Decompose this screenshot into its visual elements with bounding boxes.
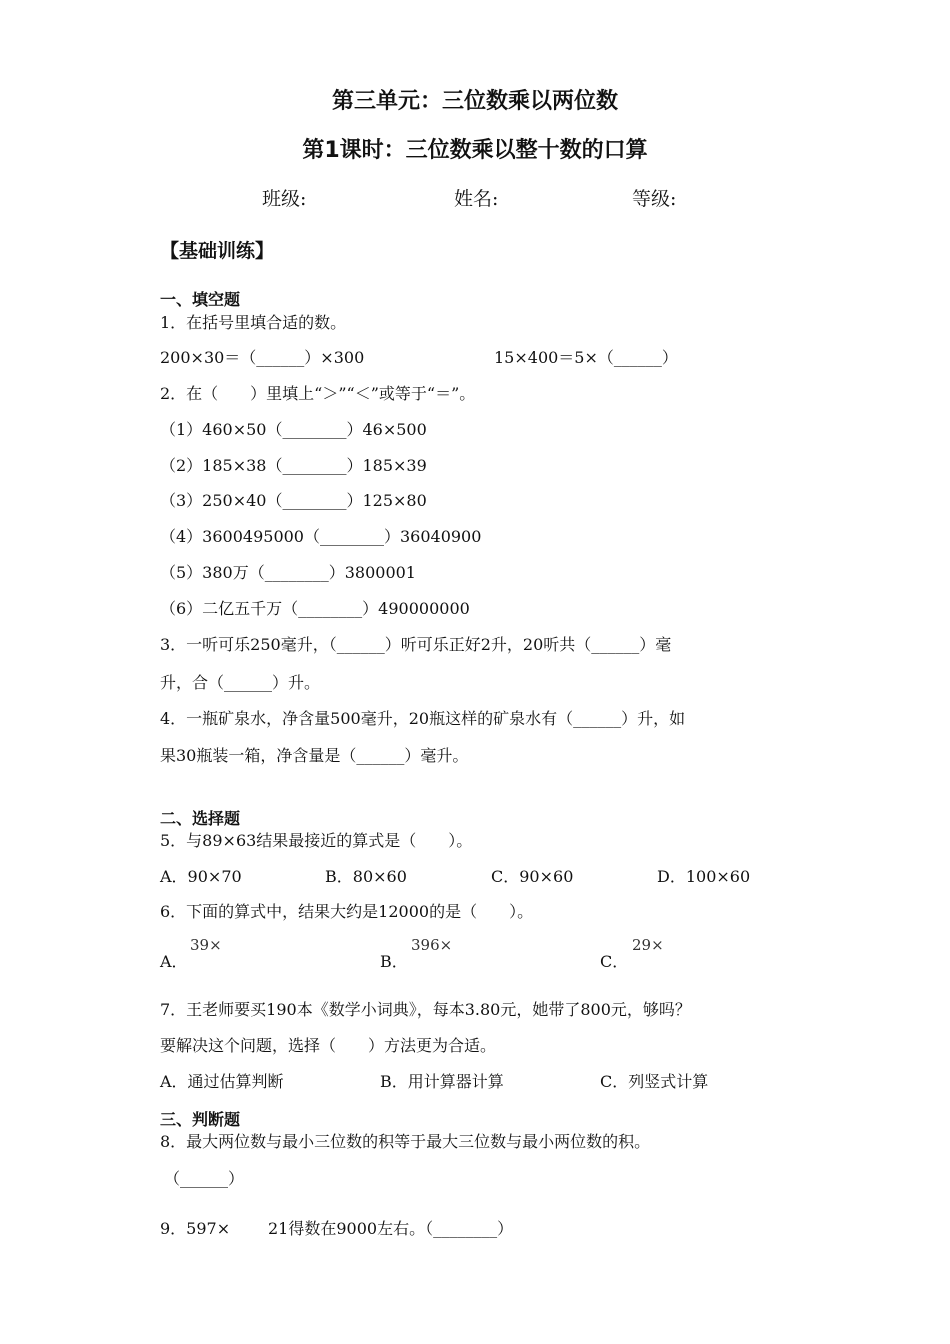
question-7-line2: 要解决这个问题，选择（ ）方法更为合适。	[160, 1036, 497, 1055]
question-2-item: （2）185×38（________）185×39	[160, 456, 427, 475]
question-1a: 200×30＝（______）×300	[160, 348, 365, 367]
answer-blank: （______）	[164, 1169, 245, 1188]
question-8: 8．最大两位数与最小三位数的积等于最大三位数与最小两位数的积。	[160, 1132, 651, 1151]
question-3-line1: 3．一听可乐250毫升，（______）听可乐正好2升，20听共（______）毫	[160, 635, 672, 654]
question-2-item: （4）3600495000（________）36040900	[160, 527, 482, 546]
question-9-part1: 9．597×	[160, 1219, 231, 1238]
name-label: 姓名:	[454, 188, 499, 210]
question-2-item: （3）250×40（________）125×80	[160, 491, 427, 510]
question-1: 1．在括号里填合适的数。	[160, 313, 347, 332]
lesson-subtitle: 第1课时：三位数乘以整十数的口算	[302, 138, 648, 163]
option-a: A．	[160, 952, 188, 971]
option-c: C．	[600, 952, 629, 971]
question-4-line2: 果30瓶装一箱，净含量是（______）毫升。	[160, 746, 469, 765]
option-c: C．90×60	[491, 867, 574, 886]
heading-true-false: 三、判断题	[160, 1110, 241, 1129]
option-b: B．	[380, 952, 408, 971]
option-d: D．100×60	[657, 867, 751, 886]
option-c: C．列竖式计算	[600, 1072, 709, 1091]
question-5: 5．与89×63结果最接近的算式是（ ）。	[160, 831, 473, 850]
grade-label: 等级:	[632, 188, 677, 210]
question-6: 6．下面的算式中，结果大约是12000的是（ ）。	[160, 902, 534, 921]
question-9-part2: 21得数在9000左右。（________）	[268, 1219, 514, 1238]
question-1b: 15×400＝5×（______）	[494, 348, 678, 367]
page-title: 第三单元：三位数乘以两位数	[331, 89, 618, 114]
option-a: A．90×70	[160, 867, 242, 886]
class-label: 班级:	[262, 188, 307, 210]
question-7-line1: 7．王老师要买190本《数学小词典》，每本3.80元，她带了800元，够吗？	[160, 1000, 691, 1019]
option-a-image: 39×	[190, 936, 222, 954]
heading-multiple-choice: 二、选择题	[160, 809, 241, 828]
question-2-item: （1）460×50（________）46×500	[160, 420, 427, 439]
question-4-line1: 4．一瓶矿泉水，净含量500毫升，20瓶这样的矿泉水有（______）升，如	[160, 709, 686, 728]
question-2: 2．在（ ）里填上“＞”“＜”或等于“＝”。	[160, 384, 476, 403]
question-2-item: （5）380万（________）3800001	[160, 563, 416, 582]
option-b: B．用计算器计算	[380, 1072, 504, 1091]
option-b-image: 396×	[411, 936, 453, 954]
option-c-image: 29×	[632, 936, 664, 954]
section-basic-training: 【基础训练】	[160, 240, 275, 262]
heading-fill-blank: 一、填空题	[160, 290, 241, 309]
option-b: B．80×60	[325, 867, 407, 886]
option-a: A．通过估算判断	[160, 1072, 284, 1091]
question-2-item: （6）二亿五千万（________）490000000	[160, 599, 470, 618]
question-3-line2: 升，合（______）升。	[160, 673, 321, 692]
